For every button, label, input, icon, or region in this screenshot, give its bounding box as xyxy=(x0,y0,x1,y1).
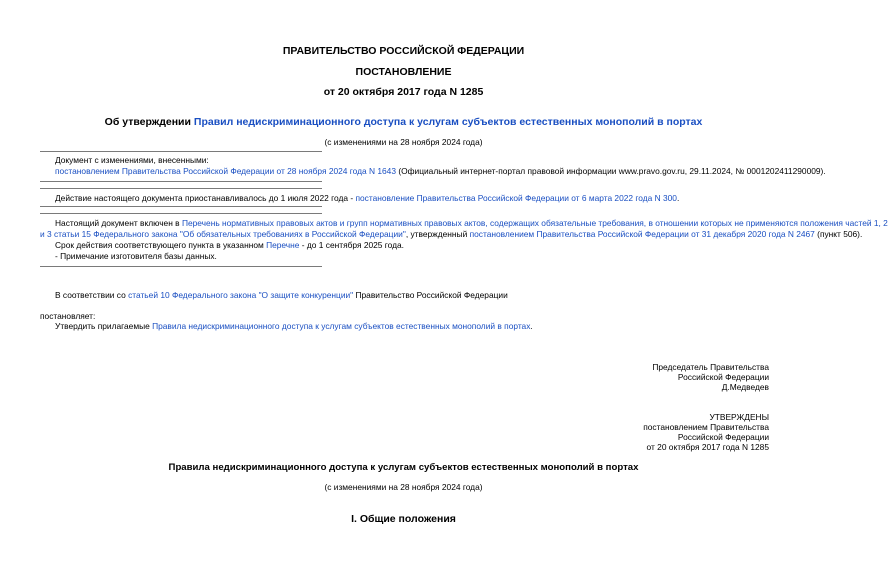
resolves: постановляет: xyxy=(40,311,96,321)
divider xyxy=(40,206,322,207)
law-link[interactable]: и 3 статьи 15 Федерального закона "Об обязательных требованиях в Российской Федерации" xyxy=(40,229,406,239)
amend-line xyxy=(55,166,826,176)
signature-line-1: Председатель Правительства xyxy=(652,362,769,372)
divider xyxy=(40,181,322,182)
signature-line-2: Российской Федерации xyxy=(677,372,769,382)
approve-text: Утвердить прилагаемые xyxy=(55,321,153,331)
inclusion-line-2 xyxy=(40,229,862,239)
approved-line-4: от 20 октября 2017 года N 1285 xyxy=(646,442,769,452)
perechen-link[interactable]: Перечень нормативных правовых актов и групп нормативных правовых актов, содержащих обязательные требования, в отношении которых не применяются положения частей 1, 2 xyxy=(181,218,888,228)
approve-line xyxy=(55,321,533,331)
perechen-short-link[interactable]: Перечне xyxy=(266,240,300,250)
inclusion-text: Настоящий документ включен в xyxy=(55,218,182,228)
inclusion-text-2: , утвержденный xyxy=(405,229,470,239)
term-text-2: - до 1 сентября 2025 года. xyxy=(299,240,405,250)
term-text: Срок действия соответствующего пункта в указанном xyxy=(55,240,267,250)
suspend-text: Действие настоящего документа приостанавливалось до 1 июля 2022 года - xyxy=(55,193,356,203)
section-title: I. Общие положения xyxy=(351,513,456,525)
approved-line-1: УТВЕРЖДЕНЫ xyxy=(709,412,769,422)
inclusion-text-3: (пункт 506). xyxy=(814,229,863,239)
signature-block xyxy=(652,362,769,392)
term-line xyxy=(55,240,404,250)
preamble xyxy=(55,290,508,300)
suspend-link[interactable]: постановление Правительства Российской Федерации от 6 марта 2022 года N 300 xyxy=(355,193,677,203)
suspend-line xyxy=(55,193,679,203)
amend-source: (Официальный интернет-портал правовой информации www.pravo.gov.ru, 29.11.2024, № 0001202411290009). xyxy=(396,166,826,176)
rules-title: Правила недискриминационного доступа к услугам субъектов естественных монополий в портах xyxy=(168,462,639,473)
preamble-text: В соответствии со xyxy=(55,290,129,300)
government-heading: ПРАВИТЕЛЬСТВО РОССИЙСКОЙ ФЕДЕРАЦИИ xyxy=(282,45,525,57)
rules-changes-note: (с изменениями на 28 ноября 2024 года) xyxy=(324,482,483,492)
approved-line-3: Российской Федерации xyxy=(677,432,769,442)
page-title xyxy=(0,116,807,128)
divider xyxy=(40,188,322,189)
rules-link[interactable]: Правила недискриминационного доступа к услугам субъектов естественных монополий в портах xyxy=(152,321,531,331)
divider xyxy=(40,266,322,267)
amend-link[interactable]: постановлением Правительства Российской Федерации от 28 ноября 2024 года N 1643 xyxy=(55,166,396,176)
title-rules-link[interactable]: Правил недискриминационного доступа к услугам субъектов естественных монополий в портах xyxy=(193,116,703,128)
divider xyxy=(40,151,322,152)
divider xyxy=(40,213,322,214)
doc-date-number: от 20 октября 2017 года N 1285 xyxy=(323,86,484,98)
title-prefix: Об утверждении xyxy=(104,116,194,128)
preamble-text-2: Правительство Российской Федерации xyxy=(353,290,508,300)
amend-label: Документ с изменениями, внесенными: xyxy=(55,155,209,165)
resolution-2467-link[interactable]: постановлением Правительства Российской Федерации от 31 декабря 2020 года N 2467 xyxy=(469,229,815,239)
changes-note: (с изменениями на 28 ноября 2024 года) xyxy=(324,137,483,147)
signature-name: Д.Медведев xyxy=(721,382,769,392)
doc-type-heading: ПОСТАНОВЛЕНИЕ xyxy=(355,66,452,78)
db-note: - Примечание изготовителя базы данных. xyxy=(55,251,217,261)
inclusion-line-1 xyxy=(55,218,888,228)
approved-line-2: постановлением Правительства xyxy=(643,422,769,432)
suspend-end: . xyxy=(676,193,680,203)
competition-law-link[interactable]: статьей 10 Федерального закона "О защите конкуренции" xyxy=(128,290,354,300)
approve-end: . xyxy=(530,321,533,331)
approved-block xyxy=(643,412,769,452)
